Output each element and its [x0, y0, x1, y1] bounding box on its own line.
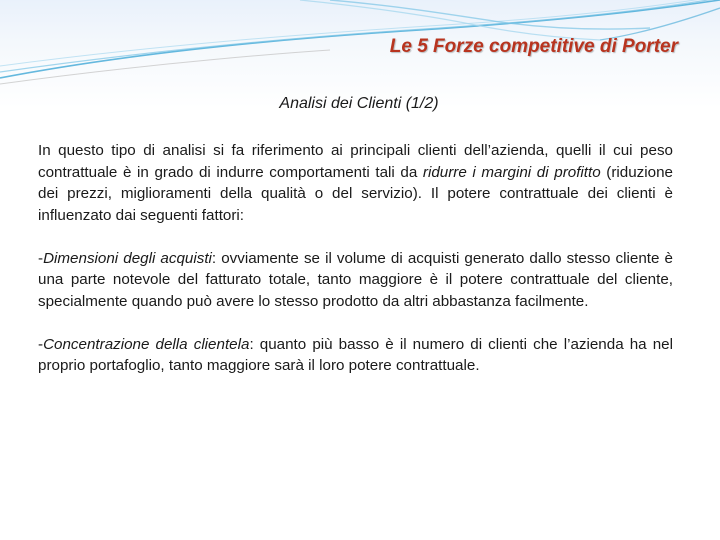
intro-text: In questo tipo di analisi si fa riferimento ai principali clienti dell’azienda, quelli il cui peso contrattuale è in grado di indurre comportamenti tali da: [38, 142, 673, 181]
factor-term: Concentrazione della clientela: [43, 335, 250, 353]
factor-term: Dimensioni degli acquisti: [43, 249, 212, 267]
slide-title: Le 5 Forze competitive di Porter: [389, 36, 678, 57]
factor-text: : quanto più basso è il numero di clienti che l’azienda ha nel proprio portafoglio, tanto maggiore sarà il loro potere contrattuale.: [38, 335, 673, 374]
factor-paragraph: [38, 248, 673, 313]
factor-paragraph: [38, 334, 673, 377]
subtitle-text: Analisi dei Clienti (1/2): [279, 95, 439, 112]
intro-emphasis: ridurre i margini di profitto: [422, 163, 601, 181]
factor-prefix: -: [38, 335, 44, 353]
factor-prefix: -: [38, 249, 44, 267]
slide-body: [38, 140, 673, 398]
factor-text: : ovviamente se il volume di acquisti generato dallo stesso cliente è una parte notevole del fatturato totale, tanto maggiore è il potere contrattuale del cliente, specialmente quando può avere lo stesso prodotto da altri abbastanza facilmente.: [38, 249, 673, 310]
slide-subtitle: [0, 95, 720, 113]
intro-paragraph: [38, 140, 673, 226]
intro-text-end: (riduzione dei prezzi, miglioramenti della qualità o del servizio). Il potere contrattuale dei clienti è influenzato dai seguenti fattori:: [38, 163, 673, 224]
